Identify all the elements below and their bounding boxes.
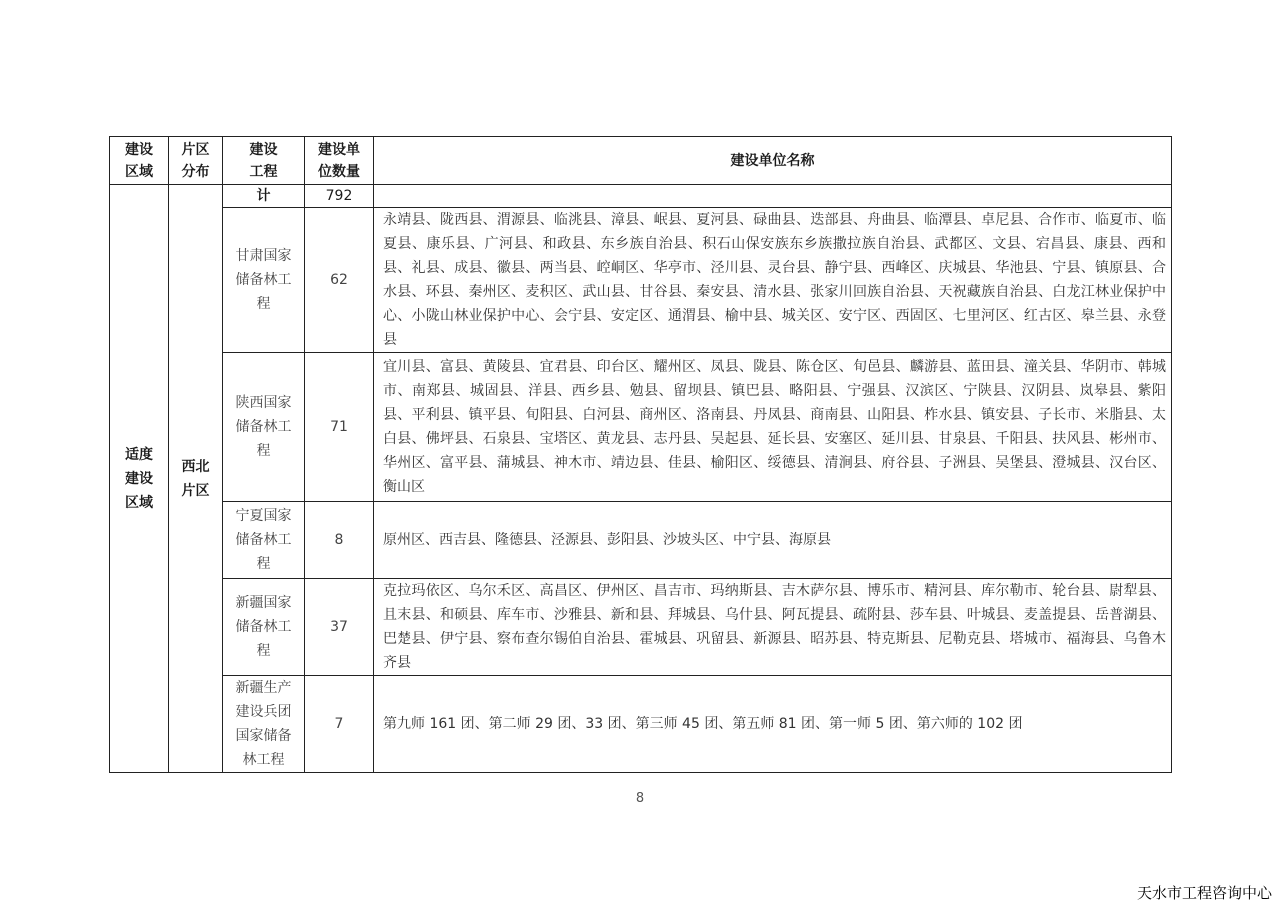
header-project: 建设工程 — [223, 137, 305, 185]
project-table — [109, 136, 1172, 773]
count-cell: 62 — [305, 208, 374, 353]
project-cell: 陕西国家储备林工程 — [223, 353, 305, 502]
header-count: 建设单位数量 — [305, 137, 374, 185]
total-empty-cell — [374, 185, 1172, 208]
table-row — [110, 579, 1172, 676]
names-cell: 第九师 161 团、第二师 29 团、33 团、第三师 45 团、第五师 81 团、第一师 5 团、第六师的 102 团 — [374, 676, 1172, 773]
table-row — [110, 208, 1172, 353]
project-cell: 新疆生产建设兵团国家储备林工程 — [223, 676, 305, 773]
page-number: 8 — [635, 791, 645, 806]
header-names: 建设单位名称 — [374, 137, 1172, 185]
count-cell: 7 — [305, 676, 374, 773]
names-cell: 永靖县、陇西县、渭源县、临洮县、漳县、岷县、夏河县、碌曲县、迭部县、舟曲县、临潭县、卓尼县、合作市、临夏市、临夏县、康乐县、广河县、和政县、东乡族自治县、积石山保安族东乡族撒拉族自治县、武都区、文县、宕昌县、康县、西和县、礼县、成县、徽县、两当县、崆峒区、华亭市、泾川县、灵台县、静宁县、西峰区、庆城县、华池县、宁县、镇原县、合水县、环县、秦州区、麦积区、武山县、甘谷县、秦安县、清水县、张家川回族自治县、天祝藏族自治县、白龙江林业保护中心、小陇山林业保护中心、会宁县、安定区、通渭县、榆中县、城关区、安宁区、西固区、七里河区、红古区、皋兰县、永登县 — [374, 208, 1172, 353]
table-row — [110, 676, 1172, 773]
table-row — [110, 353, 1172, 502]
table-header-row — [110, 137, 1172, 185]
names-cell: 宜川县、富县、黄陵县、宜君县、印台区、耀州区、凤县、陇县、陈仓区、旬邑县、麟游县、蓝田县、潼关县、华阴市、韩城市、南郑县、城固县、洋县、西乡县、勉县、留坝县、镇巴县、略阳县、宁强县、汉滨区、宁陕县、汉阴县、岚皋县、紫阳县、平利县、镇平县、旬阳县、白河县、商州区、洛南县、丹凤县、商南县、山阳县、柞水县、镇安县、子长市、米脂县、太白县、佛坪县、石泉县、宝塔区、黄龙县、志丹县、吴起县、延长县、安塞区、延川县、甘泉县、千阳县、扶风县、彬州市、华州区、富平县、蒲城县、神木市、靖边县、佳县、榆阳区、绥德县、清涧县、府谷县、子洲县、吴堡县、澄城县、汉台区、衡山区 — [374, 353, 1172, 502]
names-cell: 原州区、西吉县、隆德县、泾源县、彭阳县、沙坡头区、中宁县、海原县 — [374, 502, 1172, 579]
project-cell: 宁夏国家储备林工程 — [223, 502, 305, 579]
total-row — [110, 185, 1172, 208]
project-cell: 甘肃国家储备林工程 — [223, 208, 305, 353]
count-cell: 37 — [305, 579, 374, 676]
area-cell: 适度建设区域 — [110, 185, 169, 773]
zone-cell: 西北片区 — [169, 185, 223, 773]
total-label: 计 — [223, 185, 305, 208]
header-zone: 片区分布 — [169, 137, 223, 185]
count-cell: 71 — [305, 353, 374, 502]
project-cell: 新疆国家储备林工程 — [223, 579, 305, 676]
table-row — [110, 502, 1172, 579]
footer-organization: 天水市工程咨询中心 — [1136, 885, 1272, 902]
names-cell: 克拉玛依区、乌尔禾区、高昌区、伊州区、昌吉市、玛纳斯县、吉木萨尔县、博乐市、精河县、库尔勒市、轮台县、尉犁县、且末县、和硕县、库车市、沙雅县、新和县、拜城县、乌什县、阿瓦提县、疏附县、莎车县、叶城县、麦盖提县、岳普湖县、巴楚县、伊宁县、察布查尔锡伯自治县、霍城县、巩留县、新源县、昭苏县、特克斯县、尼勒克县、塔城市、福海县、乌鲁木齐县 — [374, 579, 1172, 676]
header-area: 建设区域 — [110, 137, 169, 185]
total-value: 792 — [305, 185, 374, 208]
count-cell: 8 — [305, 502, 374, 579]
